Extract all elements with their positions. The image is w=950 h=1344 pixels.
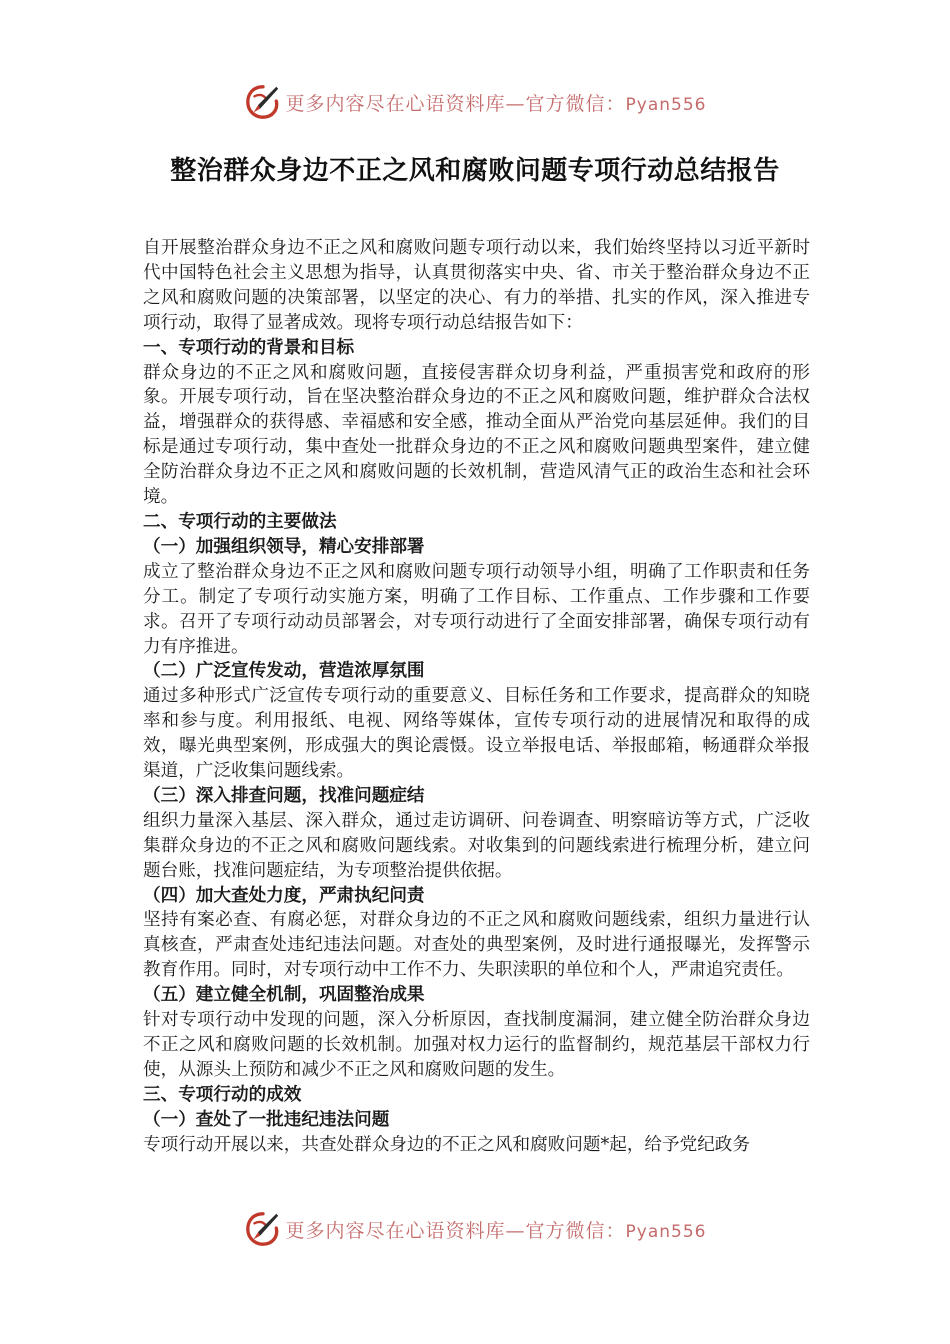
banner-label: 更多内容尽在心语资料库—官方微信： [285, 92, 626, 115]
section-1-heading: 一、专项行动的背景和目标 [143, 336, 355, 358]
banner-text [286, 1216, 707, 1243]
subsection-2-2-paragraph: 通过多种形式广泛宣传专项行动的重要意义、目标任务和工作要求，提高群众的知晓率和参与度。利用报纸、电视、网络等媒体，宣传专项行动的进展情况和取得的成效，曝光典型案例，形成强大的舆论震慑。设立举报电话、举报邮箱，畅通群众举报渠道，广泛收集问题线索。 [143, 686, 810, 782]
document-title: 整治群众身边不正之风和腐败问题专项行动总结报告 [170, 156, 780, 186]
subsection-2-1-heading: （一）加强组织领导，精心安排部署 [143, 535, 425, 557]
subsection-3-1-paragraph: 专项行动开展以来，共查处群众身边的不正之风和腐败问题*起，给予党纪政务 [143, 1134, 750, 1155]
document-body [143, 236, 810, 1158]
subsection-2-5-paragraph: 针对专项行动中发现的问题，深入分析原因，查找制度漏洞，建立健全防治群众身边不正之风和腐败问题的长效机制。加强对权力运行的监督制约，规范基层干部权力行使，从源头上预防和减少不正之风和腐败问题的发生。 [143, 1010, 810, 1080]
subsection-2-4-heading: （四）加大查处力度，严肃执纪问责 [143, 884, 425, 906]
header-banner [0, 80, 950, 124]
section-2-heading: 二、专项行动的主要做法 [143, 510, 337, 532]
footer-banner [0, 1207, 950, 1251]
section-3-heading: 三、专项行动的成效 [143, 1083, 302, 1105]
brush-logo-icon [244, 83, 282, 121]
intro-paragraph: 自开展整治群众身边不正之风和腐败问题专项行动以来，我们始终坚持以习近平新时代中国特色社会主义思想为指导，认真贯彻落实中央、省、市关于整治群众身边不正之风和腐败问题的决策部署，以坚定的决心、有力的举措、扎实的作风，深入推进专项行动，取得了显著成效。现将专项行动总结报告如下： [143, 238, 810, 333]
banner-wechat-id: Pyan556 [625, 1221, 707, 1242]
brush-logo-icon [244, 1210, 282, 1248]
banner-text [286, 89, 707, 116]
banner-wechat-id: Pyan556 [625, 94, 707, 115]
subsection-3-1-heading: （一）查处了一批违纪违法问题 [143, 1108, 390, 1130]
subsection-2-3-heading: （三）深入排查问题，找准问题症结 [143, 784, 425, 806]
subsection-2-3-paragraph: 组织力量深入基层、深入群众，通过走访调研、问卷调查、明察暗访等方式，广泛收集群众身边的不正之风和腐败问题线索。对收集到的问题线索进行梳理分析，建立问题台账，找准问题症结，为专项整治提供依据。 [143, 810, 810, 881]
banner-label: 更多内容尽在心语资料库—官方微信： [285, 1219, 626, 1242]
section-1-paragraph: 群众身边的不正之风和腐败问题，直接侵害群众切身利益，严重损害党和政府的形象。开展专项行动，旨在坚决整治群众身边的不正之风和腐败问题，维护群众合法权益，增强群众的获得感、幸福感和安全感，推动全面从严治党向基层延伸。我们的目标是通过专项行动，集中查处一批群众身边的不正之风和腐败问题典型案件，建立健全防治群众身边不正之风和腐败问题的长效机制，营造风清气正的政治生态和社会环境。 [143, 362, 810, 508]
subsection-2-1-paragraph: 成立了整治群众身边不正之风和腐败问题专项行动领导小组，明确了工作职责和任务分工。制定了专项行动实施方案，明确了工作目标、工作重点、工作步骤和工作要求。召开了专项行动动员部署会，对专项行动进行了全面安排部署，确保专项行动有力有序推进。 [143, 561, 810, 657]
subsection-2-5-heading: （五）建立健全机制，巩固整治成果 [143, 984, 425, 1006]
subsection-2-2-heading: （二）广泛宣传发动，营造浓厚氛围 [143, 660, 425, 682]
subsection-2-4-paragraph: 坚持有案必查、有腐必惩，对群众身边的不正之风和腐败问题线索，组织力量进行认真核查，严肃查处违纪违法问题。对查处的典型案例，及时进行通报曝光，发挥警示教育作用。同时，对专项行动中工作不力、失职渎职的单位和个人，严肃追究责任。 [143, 910, 810, 981]
